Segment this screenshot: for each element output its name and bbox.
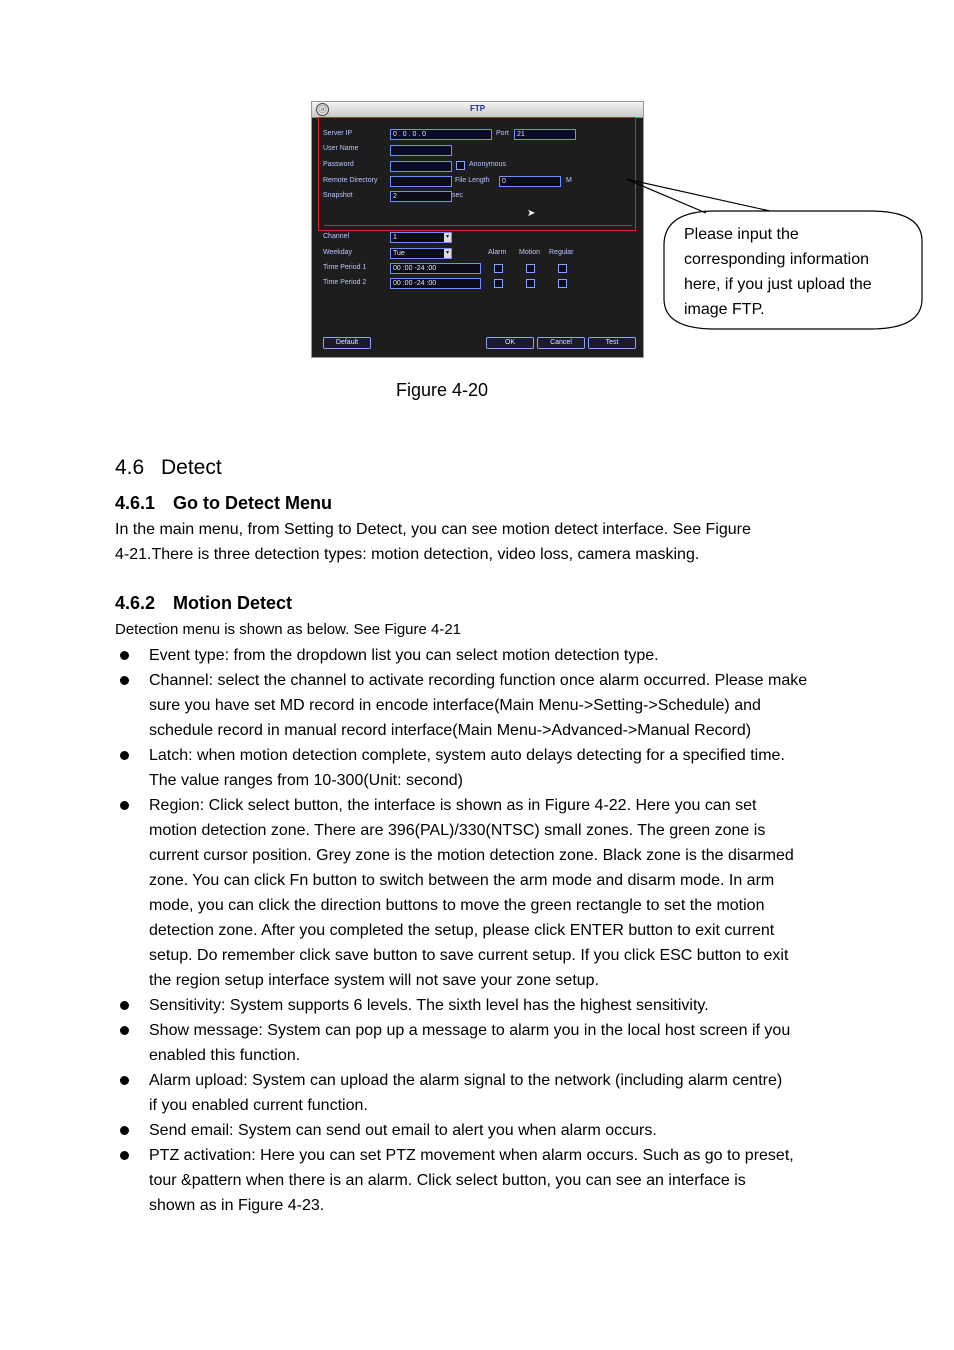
- file-length-unit: M: [566, 177, 572, 184]
- user-name-label: User Name: [323, 145, 359, 152]
- list-item: [115, 743, 885, 793]
- period-2-alarm-checkbox[interactable]: [494, 279, 503, 288]
- paragraph-go-to-detect: [115, 517, 875, 567]
- cancel-button[interactable]: Cancel: [537, 337, 585, 349]
- time-period-2-input[interactable]: 00 :00 -24 :00: [390, 278, 481, 289]
- channel-label: Channel: [323, 233, 350, 240]
- section-title: Detect: [161, 456, 222, 479]
- subsection-heading-2: [115, 593, 292, 614]
- list-item-line: enabled this function.: [149, 1047, 301, 1064]
- default-button[interactable]: Default: [323, 337, 371, 349]
- list-item-line: Show message: System can pop up a message to alarm you in the local host screen if you: [149, 1022, 791, 1039]
- period-1-alarm-checkbox[interactable]: [494, 264, 503, 273]
- list-item: [115, 1018, 885, 1068]
- subsection-title: Motion Detect: [173, 593, 292, 613]
- list-item-line: zone. You can click Fn button to switch between the arm mode and disarm mode. In arm: [149, 872, 775, 889]
- bullet-list: [115, 643, 885, 1218]
- list-item-line: Sensitivity: System supports 6 levels. The sixth level has the highest sensitivity.: [149, 997, 709, 1014]
- snapshot-unit: sec: [452, 192, 463, 199]
- snapshot-label: Snapshot: [323, 192, 353, 199]
- channel-value: 1: [393, 234, 397, 241]
- list-item-line: Channel: select the channel to activate recording function once alarm occurred. Please make: [149, 672, 808, 689]
- channel-select[interactable]: [390, 232, 452, 243]
- list-item-line: setup. Do remember click save button to save current setup. If you click ESC button to exit: [149, 947, 789, 964]
- period-2-regular-checkbox[interactable]: [558, 279, 567, 288]
- section-number: 4.6: [115, 456, 145, 479]
- motion-column-label: Motion: [519, 249, 541, 256]
- server-ip-label: Server IP: [323, 130, 353, 137]
- list-item-line: Alarm upload: System can upload the alarm signal to the network (including alarm centre): [149, 1072, 783, 1089]
- file-length-input[interactable]: 0: [499, 176, 561, 187]
- mouse-cursor-icon: ➤: [527, 208, 536, 219]
- ftp-title: FTP: [469, 104, 486, 113]
- list-item: [115, 643, 885, 668]
- time-period-1-label: Time Period 1: [323, 264, 367, 271]
- bullet-icon: [120, 751, 129, 760]
- password-input[interactable]: [390, 161, 452, 172]
- list-item-line: schedule record in manual record interface(Main Menu->Advanced->Manual Record): [149, 722, 752, 739]
- time-period-1-input[interactable]: 00 :00 -24 :00: [390, 263, 481, 274]
- callout-line: here, if you just upload the: [684, 276, 872, 293]
- bullet-icon: [120, 1151, 129, 1160]
- bullet-icon: [120, 651, 129, 660]
- file-length-label: File Length: [455, 177, 490, 184]
- bullet-icon: [120, 801, 129, 810]
- subsection-number: 4.6.2: [115, 593, 156, 613]
- weekday-label: Weekday: [323, 249, 353, 256]
- divider: [324, 225, 632, 226]
- list-item-line: sure you have set MD record in encode interface(Main Menu->Setting->Schedule) and: [149, 697, 761, 714]
- callout-line: image FTP.: [684, 301, 765, 318]
- paragraph-line: 4-21.There is three detection types: motion detection, video loss, camera masking.: [115, 546, 700, 563]
- remote-directory-label: Remote Directory: [323, 177, 378, 184]
- brand-logo-icon: ⓐ: [316, 103, 329, 116]
- port-label: Port: [496, 130, 509, 137]
- period-1-regular-checkbox[interactable]: [558, 264, 567, 273]
- snapshot-input[interactable]: 2: [390, 191, 452, 202]
- bullet-icon: [120, 1076, 129, 1085]
- list-item-line: if you enabled current function.: [149, 1097, 368, 1114]
- period-1-motion-checkbox[interactable]: [526, 264, 535, 273]
- callout-line: Please input the: [684, 226, 799, 243]
- list-item-line: current cursor position. Grey zone is the motion detection zone. Black zone is the disarmed: [149, 847, 794, 864]
- section-heading: [115, 456, 222, 480]
- list-item-line: The value ranges from 10-300(Unit: second): [149, 772, 463, 789]
- test-button[interactable]: Test: [588, 337, 636, 349]
- chevron-down-icon: ▾: [445, 234, 449, 240]
- list-item: [115, 793, 885, 993]
- list-item: [115, 668, 885, 743]
- paragraph-line: In the main menu, from Setting to Detect, you can see motion detect interface. See Figure: [115, 521, 751, 538]
- list-item-line: detection zone. After you completed the setup, please click ENTER button to exit current: [149, 922, 775, 939]
- bullet-icon: [120, 676, 129, 685]
- anonymous-label: Anonymous: [469, 161, 506, 168]
- list-item-line: Latch: when motion detection complete, system auto delays detecting for a specified time.: [149, 747, 785, 764]
- ok-button[interactable]: OK: [486, 337, 534, 349]
- chevron-down-icon: ▾: [445, 250, 449, 256]
- weekday-value: Tue: [393, 250, 405, 257]
- list-item: [115, 1068, 885, 1118]
- subsection-number: 4.6.1: [115, 493, 156, 513]
- list-item-line: shown as in Figure 4-23.: [149, 1197, 325, 1214]
- list-item: [115, 1143, 885, 1218]
- subsection-heading-1: [115, 493, 332, 514]
- ftp-dialog-screenshot: [311, 101, 644, 358]
- anonymous-checkbox[interactable]: [456, 161, 465, 170]
- weekday-select[interactable]: [390, 248, 452, 259]
- list-item-line: tour &pattern when there is an alarm. Click select button, you can see an interface is: [149, 1172, 746, 1189]
- password-label: Password: [323, 161, 354, 168]
- list-item-line: Event type: from the dropdown list you can select motion detection type.: [149, 647, 659, 664]
- list-item-line: Send email: System can send out email to alert you when alarm occurs.: [149, 1122, 657, 1139]
- subsection-title: Go to Detect Menu: [173, 493, 333, 513]
- bullet-icon: [120, 1001, 129, 1010]
- list-item-line: mode, you can click the direction buttons to move the green rectangle to set the motion: [149, 897, 765, 914]
- callout-text: [684, 222, 904, 322]
- list-item-line: PTZ activation: Here you can set PTZ movement when alarm occurs. Such as go to preset,: [149, 1147, 794, 1164]
- port-input[interactable]: 21: [514, 129, 576, 140]
- user-name-input[interactable]: [390, 145, 452, 156]
- list-item: [115, 1118, 885, 1143]
- list-item-line: the region setup interface system will not save your zone setup.: [149, 972, 600, 989]
- period-2-motion-checkbox[interactable]: [526, 279, 535, 288]
- bullet-icon: [120, 1126, 129, 1135]
- time-period-2-label: Time Period 2: [323, 279, 367, 286]
- server-ip-input[interactable]: 0 . 0 . 0 . 0: [390, 129, 492, 140]
- list-item-line: motion detection zone. There are 396(PAL)/330(NTSC) small zones. The green zone is: [149, 822, 766, 839]
- callout-line: corresponding information: [684, 251, 869, 268]
- alarm-column-label: Alarm: [488, 249, 507, 256]
- regular-column-label: Regular: [549, 249, 574, 256]
- ftp-titlebar: [312, 102, 643, 118]
- figure-caption: Figure 4-20: [396, 380, 489, 400]
- list-item: [115, 993, 885, 1018]
- bullet-icon: [120, 1026, 129, 1035]
- remote-directory-input[interactable]: [390, 176, 452, 187]
- list-item-line: Region: Click select button, the interface is shown as in Figure 4-22. Here you can set: [149, 797, 757, 814]
- paragraph-intro: Detection menu is shown as below. See Figure 4-21: [115, 621, 462, 638]
